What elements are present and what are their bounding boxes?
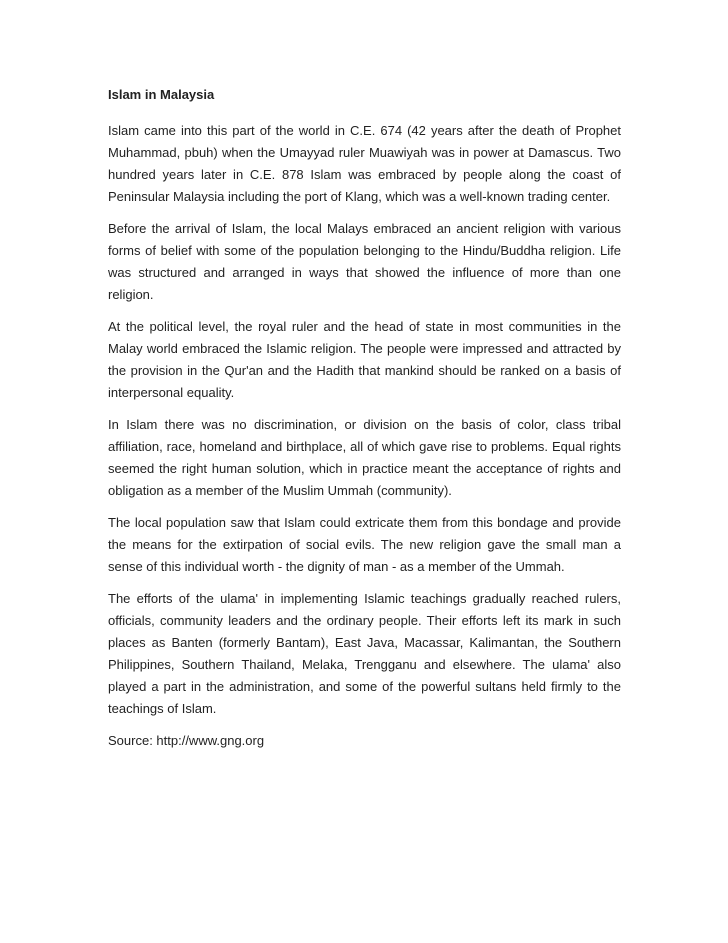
source-citation: Source: http://www.gng.org xyxy=(108,733,265,748)
paragraph-political-level: At the political level, the royal ruler and the head of state in most communities in the Malay world embraced the Islamic religion. The people were impressed and attracted by the provision in the Qur'an and the Hadith that mankind should be ranked on a basis of interpersonal equality. xyxy=(108,319,621,400)
paragraph-ulama-efforts: The efforts of the ulama' in implementing Islamic teachings gradually reached rulers, officials, community leaders and the ordinary people. Their efforts left its mark in such places as Banten (formerly Bantam), East Java, Macassar, Kalimantan, the Southern Philippines, Southern Thailand, Melaka, Trengganu and elsewhere. The ulama' also played a part in the administration, and some of the powerful sultans held firmly to the teachings of Islam. xyxy=(108,591,621,716)
paragraph-arrival-of-islam: Islam came into this part of the world in C.E. 674 (42 years after the death of Prophet Muhammad, pbuh) when the Umayyad ruler Muawiyah was in power at Damascus. Two hundred years later in C.E. 878 Islam was embraced by people along the coast of Peninsular Malaysia including the port of Klang, which was a well-known trading center. xyxy=(108,123,621,204)
document-page xyxy=(108,84,621,752)
document-title: Islam in Malaysia xyxy=(108,87,215,102)
paragraph-no-discrimination: In Islam there was no discrimination, or division on the basis of color, class tribal affiliation, race, homeland and birthplace, all of which gave rise to problems. Equal rights seemed the right human solution, which in practice meant the acceptance of rights and obligation as a member of the Muslim Ummah (community). xyxy=(108,417,621,498)
paragraph-local-population: The local population saw that Islam could extricate them from this bondage and provide the means for the extirpation of social evils. The new religion gave the small man a sense of this individual worth - the dignity of man - as a member of the Ummah. xyxy=(108,515,621,574)
paragraph-before-islam: Before the arrival of Islam, the local Malays embraced an ancient religion with various forms of belief with some of the population belonging to the Hindu/Buddha religion. Life was structured and arranged in ways that showed the influence of more than one religion. xyxy=(108,221,621,302)
